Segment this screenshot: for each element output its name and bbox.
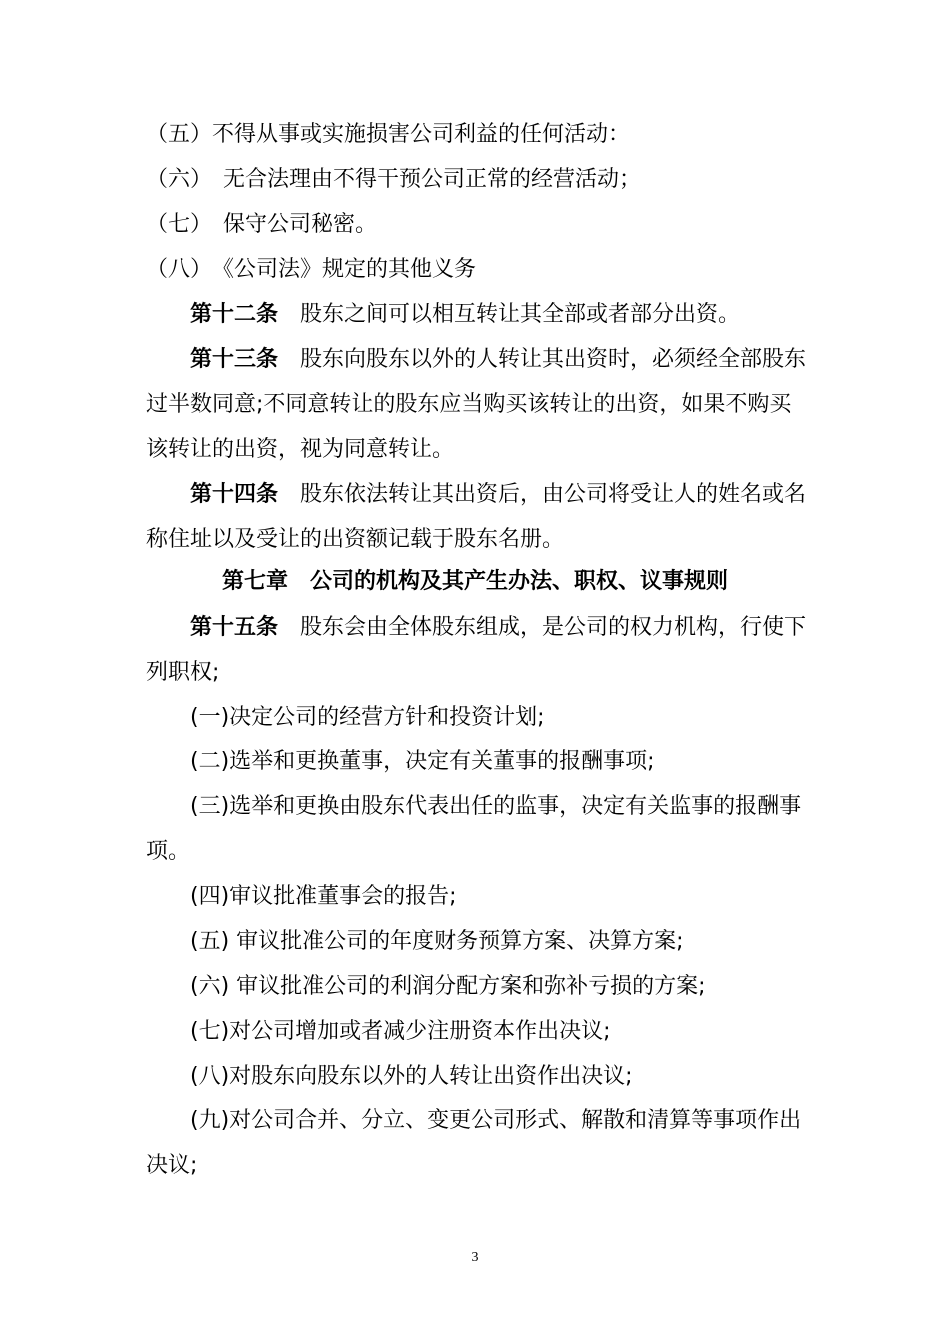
article-12-text: 股东之间可以相互转让其全部或者部分出资。 [300,302,741,327]
obligation-item-7: （七） 保守公司秘密。 [146,212,378,237]
obligation-item-6: （六） 无合法理由不得干预公司正常的经营活动； [146,167,642,192]
article-15-label: 第十五条 [190,615,279,640]
power-item-3: (三)选举和更换由股东代表出任的监事，决定有关监事的报酬事 [190,794,802,819]
power-item-8: (八)对股东向股东以外的人转让出资作出决议; [190,1064,633,1089]
obligation-item-8: （八） 《公司法》规定的其他义务 [146,257,477,282]
article-13-label: 第十三条 [190,347,279,372]
power-item-1: (一)决定公司的经营方针和投资计划; [190,705,545,730]
power-item-6: (六) 审议批准公司的利润分配方案和弥补亏损的方案; [190,974,706,999]
power-item-5: (五) 审议批准公司的年度财务预算方案、决算方案; [190,929,684,954]
article-14-label: 第十四条 [190,482,279,507]
page-number: 3 [471,1250,479,1265]
power-item-2: (二)选举和更换董事，决定有关董事的报酬事项; [190,749,655,774]
article-15 [190,611,806,645]
article-15-line2: 列职权; [146,660,220,685]
chapter-7-title: 第七章 公司的机构及其产生办法、职权、议事规则 [221,569,728,594]
power-item-9-cont: 决议; [146,1153,198,1178]
power-item-9: (九)对公司合并、分立、变更公司形式、解散和清算等事项作出 [190,1108,802,1133]
article-13-line2: 过半数同意;不同意转让的股东应当购买该转让的出资，如果不购买 [146,392,792,417]
power-item-3-cont: 项。 [146,839,191,864]
article-12-label: 第十二条 [190,302,279,327]
obligation-item-5: （五）不得从事或实施损害公司利益的任何活动： [146,122,631,147]
article-12 [190,298,740,332]
article-14-line1: 股东依法转让其出资后，由公司将受让人的姓名或名 [300,482,807,507]
article-13 [190,343,806,377]
article-14-line2: 称住址以及受让的出资额记载于股东名册。 [146,527,565,552]
article-15-line1: 股东会由全体股东组成，是公司的权力机构，行使下 [300,615,807,640]
power-item-7: (七)对公司增加或者减少注册资本作出决议; [190,1019,611,1044]
article-13-line3: 该转让的出资，视为同意转让。 [146,437,455,462]
article-14 [190,478,806,512]
article-13-line1: 股东向股东以外的人转让其出资时，必须经全部股东 [300,347,807,372]
power-item-4: (四)审议批准董事会的报告; [190,884,457,909]
